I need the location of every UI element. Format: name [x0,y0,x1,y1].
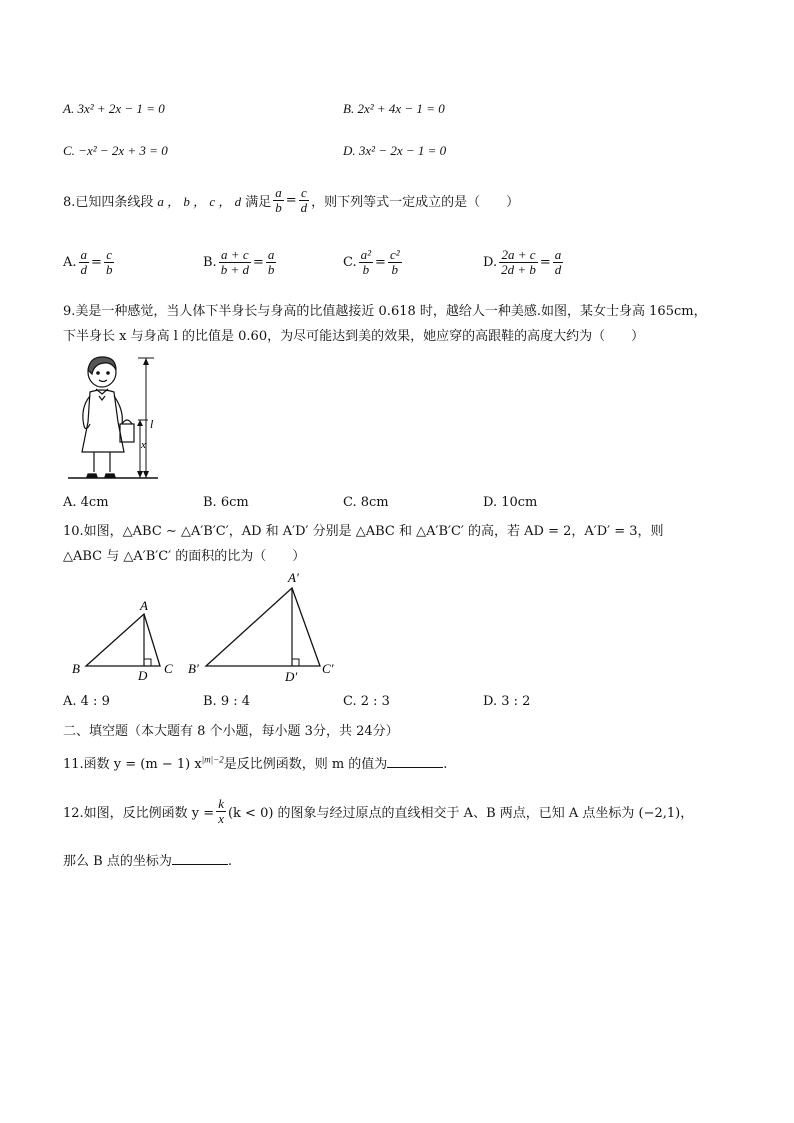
q8-mid: 满足 [245,194,272,210]
q7-option-c: C. −x² − 2x + 3 = 0 [63,143,168,158]
q8-condition-left: $\frac{a}{b}$ [275,185,282,215]
q8-option-c: C. $\frac{\text{a²}}{b}$ = $\frac{\text{c²}}{b}$ [343,247,400,277]
q12-answer-blank[interactable] [172,852,228,865]
q9-option-b: B. 6cm [203,495,249,510]
t2-label-c: C′ [322,661,334,676]
q10-option-c: C. 2 : 3 [343,694,390,709]
q8-vars: a ， b ， c ， d [157,193,242,209]
q7-option-b: B. 2x² + 4x − 1 = 0 [343,101,445,116]
q8-condition-right: $\frac{c}{d}$ [300,185,308,215]
q7-option-a: A. 3x² + 2x − 1 = 0 [63,101,165,116]
q9-woman-figure [66,352,166,482]
q11-stem: 11.函数 y = (m − 1) $x^{|m|-2}$是反比例函数，则 m 的值为 . [63,754,448,772]
t2-label-b: B′ [188,661,199,676]
q12-line2: 那么 B 点的坐标为 . [63,854,232,869]
q8-prefix: 8.已知四条线段 [63,194,154,210]
t1-label-b: B [72,661,80,676]
q9-option-d: D. 10cm [483,495,538,510]
q10-option-d: D. 3 : 2 [483,694,531,709]
section-2-heading: 二、填空题（本大题有 8 个小题，每小题 3分，共 24分） [63,724,399,739]
q8-option-b: B. $\frac{a + c}{b + d}$ = $\frac{a}{b}$ [203,247,275,277]
t1-label-d: D [138,668,148,683]
q11-answer-blank[interactable] [387,755,443,768]
q8-stem: 8.已知四条线段 a ， b ， c ， d 满足 $\frac{a}{b}$ = $\frac{c}{d}$ ，则下列等式一定成立的是（ ） [63,185,520,215]
q12-stem: 12.如图，反比例函数 y = $\frac{k}{x}$ (k < 0) 的图象与经过原点的直线相交于 A、B 两点，已知 A 点坐标为 (−2,1)， [63,796,694,826]
t2-label-d: D′ [285,669,298,684]
t2-label-a: A′ [288,570,299,585]
t1-label-a: A [140,598,148,613]
q9-line2: 下半身长 x 与身高 l 的比值是 0.60，为尽可能达到美的效果，她应穿的高跟鞋的高度大约为（ ） [63,329,645,344]
q10-line2: △ABC 与 △A′B′C′ 的面积的比为（ ） [63,549,306,564]
q10-option-b: B. 9 : 4 [203,694,251,709]
q8-option-a: A. $\frac{a}{d}$ = $\frac{c}{b}$ [63,247,113,277]
t1-label-c: C [164,661,173,676]
q10-option-a: A. 4 : 9 [63,694,110,709]
q8-option-d: D. $\frac{2a + c}{2d + b}$ = $\frac{a}{d}$ [483,247,562,277]
q9-option-a: A. 4cm [63,495,109,510]
q9-label-l: l [150,417,154,431]
q9-label-x: x [141,439,146,451]
q9-line1: 9.美是一种感觉，当人体下半身长与身高的比值越接近 0.618 时，越给人一种美感.如图，某女士身高 165cm， [63,304,707,319]
q7-option-d: D. 3x² − 2x − 1 = 0 [343,143,447,158]
q10-triangles-figure [66,568,356,686]
q9-option-c: C. 8cm [343,495,389,510]
q10-line1: 10.如图，△ABC ∼ △A′B′C′，AD 和 A′D′ 分别是 △ABC 和 △A′B′C′ 的高，若 AD = 2，A′D′ = 3，则 [63,524,664,539]
q8-suffix: ，则下列等式一定成立的是（ ） [311,194,520,210]
